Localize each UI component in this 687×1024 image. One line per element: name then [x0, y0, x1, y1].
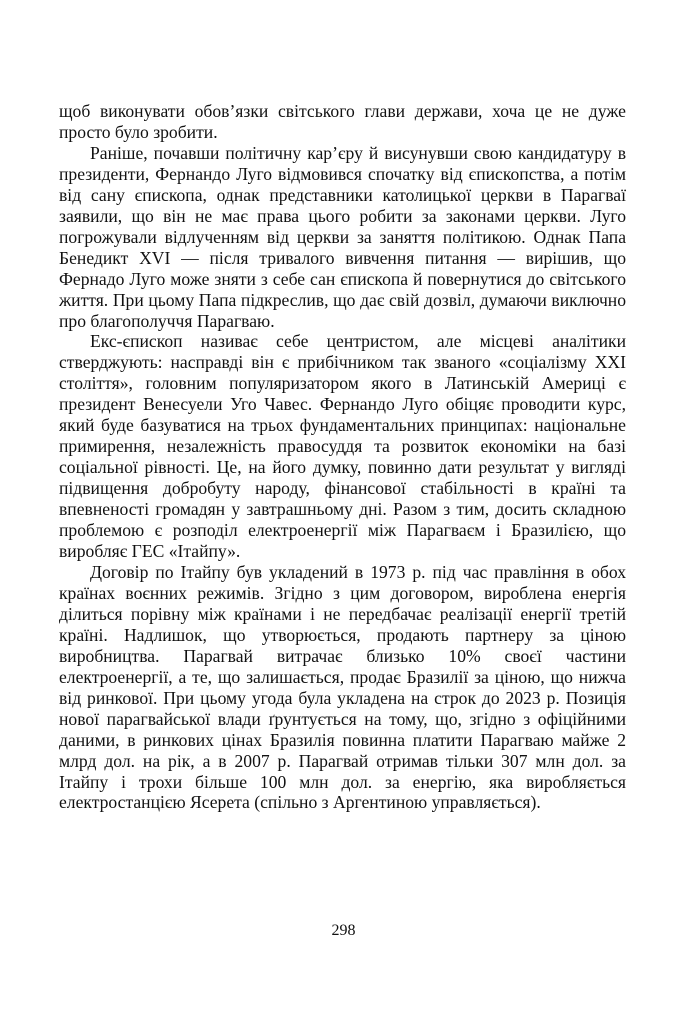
- paragraph-centrist: Екс-єпископ називає себе центристом, але місцеві аналітики стверджують: насправді він є прибічником так званого «соціалізму XXI століття», головним популяризатором якого в Латинській Америці є президент Венесуели Уго Чавес. Фернандо Луго обіцяє проводити курс, який буде базуватися на трьох фундаментальних принципах: національне примирення, незалежність правосуддя та розвиток економіки на базі соціальної рівності. Це, на його думку, повинно дати результат у вигляді підвищення добробуту народу, фінансової стабільності в країні та впевненості громадян у завтрашньому дні. Разом з тим, досить складною проблемою є розподіл електроенергії між Парагваєм і Бразилією, що виробляє ГЕС «Ітайпу».: [59, 331, 626, 562]
- body-text: [59, 101, 626, 813]
- page-number: 298: [331, 922, 356, 939]
- paragraph-lugo-career: Раніше, почавши політичну кар’єру й висунувши свою кандидатуру в президенти, Фернандо Луго відмовився спочатку від єпископства, а потім від сану єпископа, однак представники католицької церкви в Парагваї заявили, що він не має права цього робити за законами церкви. Луго погрожували відлученням від церкви за заняття політикою. Однак Папа Бенедикт XVI — після тривалого вивчення питання — вирішив, що Фернадо Луго може зняти з себе сан єпископа й повернутися до світського життя. При цьому Папа підкреслив, що дає свій дозвіл, думаючи виключно про благополуччя Парагваю.: [59, 142, 626, 331]
- paragraph-continuation: щоб виконувати обов’язки світського глави держави, хоча це не дуже просто було зробити.: [59, 101, 626, 142]
- paragraph-itaipu-treaty: Договір по Ітайпу був укладений в 1973 р. під час правління в обох країнах воєнних режимів. Згідно з цим договором, вироблена енергія ділиться порівну між країнами і не передбачає реалізації енергії третій країні. Надлишок, що утворюється, продають партнеру за ціною виробництва. Парагвай витрачає близько 10% своєї частини електроенергії, а те, що залишається, продає Бразилії за ціною, що нижча від ринкової. При цьому угода була укладена на строк до 2023 р. Позиція нової парагвайської влади ґрунтується на тому, що, згідно з офіційними даними, в ринкових цінах Бразилія повинна платити Парагваю майже 2 млрд дол. на рік, а в 2007 р. Парагвай отримав тільки 307 млн дол. за Ітайпу і трохи більше 100 млн дол. за енергію, яка виробляється електростанцією Ясерета (спільно з Аргентиною управляється).: [59, 561, 626, 813]
